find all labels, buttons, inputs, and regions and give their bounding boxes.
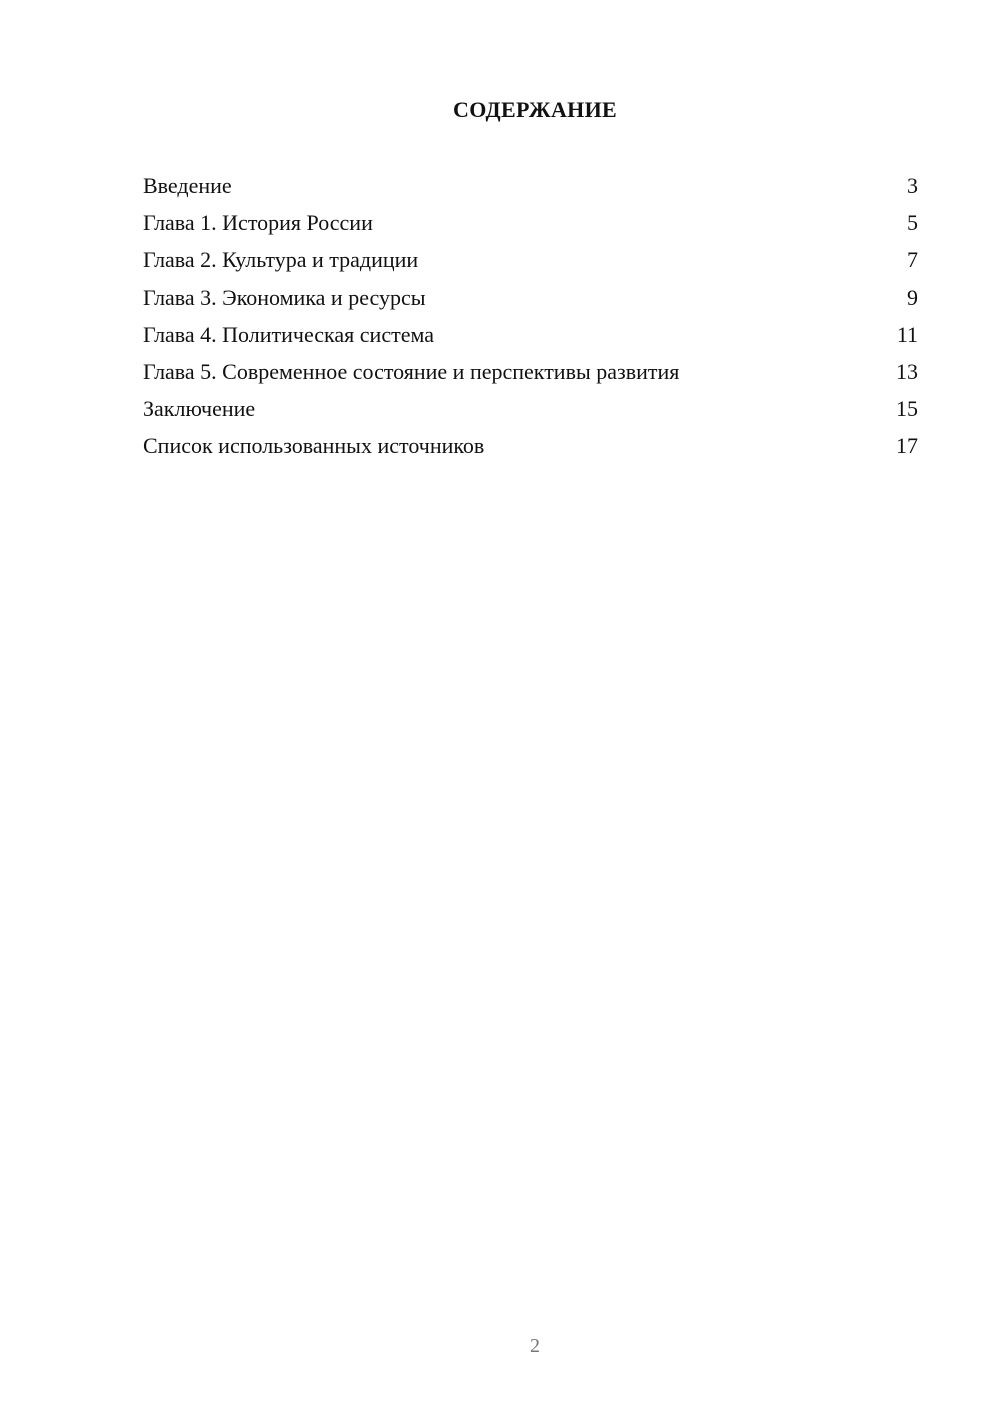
toc-entry-label: Заключение bbox=[143, 396, 256, 422]
toc-entry-page: 5 bbox=[907, 210, 918, 236]
toc-entry-page: 13 bbox=[896, 358, 918, 384]
toc-entry-references[interactable] bbox=[143, 427, 918, 464]
page-number: 2 bbox=[530, 1335, 540, 1357]
table-of-contents bbox=[143, 167, 918, 465]
toc-entry-page: 17 bbox=[896, 433, 918, 459]
toc-entry-introduction[interactable] bbox=[143, 167, 918, 204]
toc-entry-label: Введение bbox=[143, 173, 232, 198]
toc-entry-page: 9 bbox=[907, 284, 918, 310]
toc-entry-page: 3 bbox=[907, 173, 918, 198]
toc-entry-label: Глава 4. Политическая система bbox=[143, 321, 435, 347]
toc-entry-label: Глава 2. Культура и традиции bbox=[143, 247, 419, 273]
toc-entry-chapter-4[interactable] bbox=[143, 316, 918, 353]
toc-entry-label: Глава 1. История России bbox=[143, 210, 373, 236]
toc-entry-page: 11 bbox=[896, 321, 918, 347]
toc-entry-label: Глава 5. Современное состояние и перспективы развития bbox=[143, 358, 680, 384]
toc-entry-chapter-1[interactable] bbox=[143, 204, 918, 241]
page-title: СОДЕРЖАНИЕ bbox=[453, 97, 617, 122]
toc-entry-label: Список использованных источников bbox=[143, 433, 485, 459]
toc-entry-chapter-5[interactable] bbox=[143, 353, 918, 390]
toc-entry-chapter-2[interactable] bbox=[143, 241, 918, 278]
toc-entry-page: 15 bbox=[896, 396, 918, 422]
toc-entry-page: 7 bbox=[907, 247, 918, 273]
toc-entry-chapter-3[interactable] bbox=[143, 279, 918, 316]
toc-entry-label: Глава 3. Экономика и ресурсы bbox=[143, 284, 426, 310]
toc-entry-conclusion[interactable] bbox=[143, 390, 918, 427]
